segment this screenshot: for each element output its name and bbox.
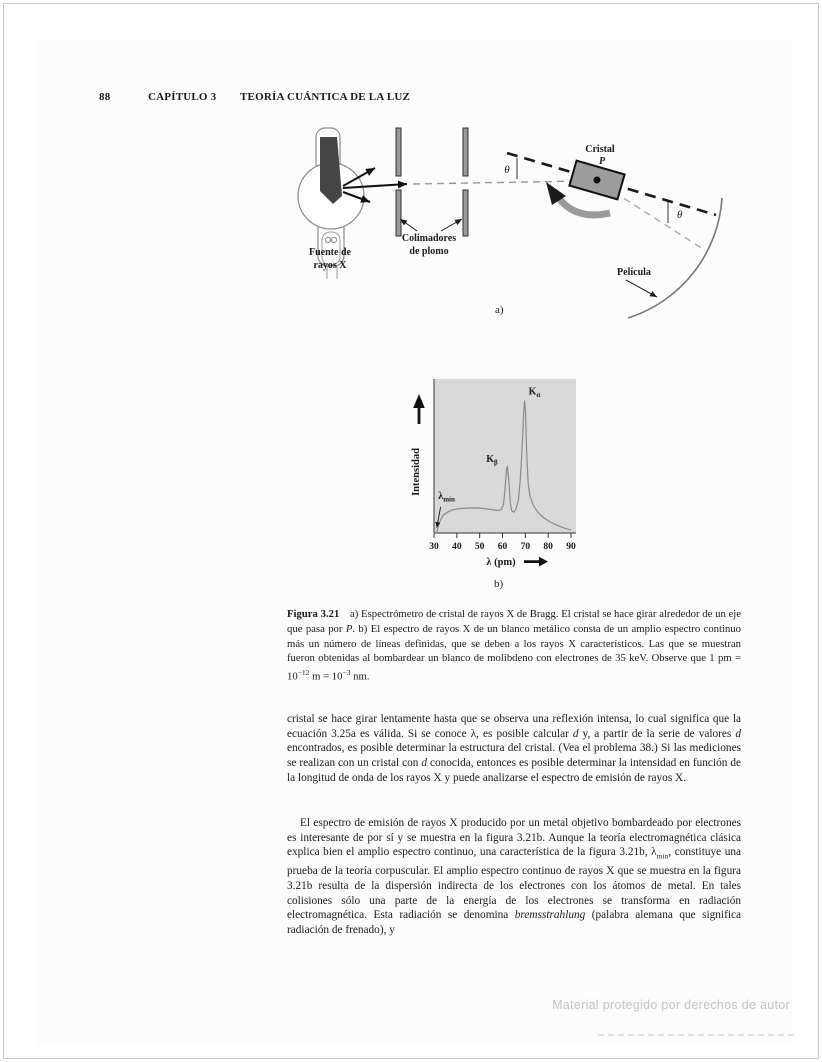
annotation-run: K: [528, 386, 537, 398]
incident-beam-dashed: [413, 181, 583, 184]
theta-right-label: θ: [677, 209, 683, 221]
annotation-run: K: [486, 454, 495, 466]
diagram-sublabel-a: a): [495, 304, 504, 316]
text-run: mín: [656, 851, 669, 861]
text-run: −3: [342, 668, 351, 678]
film-arc: [628, 198, 722, 318]
x-tick-label: 60: [497, 542, 508, 552]
annotation-run: β: [494, 458, 498, 467]
text-run: a) Espectrómetro de cristal de rayos X de Bragg. El cristal se hace girar alrededor de un eje que pasa por: [287, 608, 741, 635]
text-run: −12: [297, 668, 310, 678]
text-run: (palabra alemana que significa radiación de frenado), y: [287, 909, 742, 936]
text-run: m = 10: [309, 670, 343, 683]
text-run: conocida, entonces es posible determinar la intensidad en función de la longitud de onda de los rayos X y puede analizarse el espectro de emisión de rayos X.: [287, 756, 741, 784]
source-label-line2: rayos X: [313, 260, 347, 271]
text-run: nm.: [350, 670, 370, 683]
collimator-bar: [463, 190, 468, 236]
text-run: d: [735, 727, 741, 740]
collimator-bar: [396, 190, 401, 236]
rotation-arrow: [557, 196, 610, 215]
x-tick-label: 30: [429, 542, 439, 552]
right-arrow-icon: [524, 557, 548, 567]
x-tick-label: 40: [452, 542, 462, 552]
x-axis-label: λ (pm): [486, 557, 516, 568]
text-run: cristal se hace girar lentamente hasta que se observa una reflexión intensa, lo cual significa que la ecuación 3.25a es válida. Si se conoce λ, es posible calcular: [287, 713, 741, 740]
crystal-label: Cristal: [585, 144, 615, 155]
text-run: P: [345, 622, 353, 635]
crystal-point-label: P: [598, 156, 606, 167]
annotation-run: α: [536, 390, 541, 399]
collimators-label-line1: Colimadores: [401, 233, 457, 244]
text-run: . b) El espectro de rayos X de un blanco metálico consta de un amplio espectro continuo más un número de líneas definidas, que se deben a los rayos X característicos. Las que se muestran fueron obtenidas al bombardear un blanco de molibdeno con electrones de 35 keV. Observe que 1 pm = 10: [287, 622, 741, 683]
source-label-line1: Fuente de: [309, 247, 351, 258]
chart-sublabel-b: b): [494, 578, 504, 590]
collimators-label-line2: de plomo: [409, 246, 449, 257]
collimator-pointer-arrow: [441, 219, 462, 231]
film-label: Película: [617, 267, 651, 278]
annotation-run: mín: [443, 495, 455, 504]
text-run: , constituye una prueba de la teoría corpuscular. El amplio espectro continuo de rayos X que se muestra en la figura 3.21b resulta de la dispersión indirecta de los electrones con los átomos de metal. En tales colisiones sólo una parte de la energía de los electrones se transforma en radiación electromagnética. Esta radiación se denomina: [287, 846, 742, 922]
crystal: [569, 161, 624, 200]
text-run: d: [421, 756, 428, 769]
text-run: y, a partir de la serie de valores: [578, 727, 736, 740]
chapter-title: TEORÍA CUÁNTICA DE LA LUZ: [240, 91, 411, 103]
text-run: El espectro de emisión de rayos X producido por un metal objetivo bombardeado por electrones es interesante de por sí y se muestra en la figura 3.21b. Aunque la teoría electromagnética clásica explica bien el amplio espectro continuo, una característica de la figura 3.21b, λ: [287, 817, 741, 859]
figure-caption: [287, 607, 741, 685]
y-axis-label: Intensidad: [411, 448, 422, 496]
body-paragraph-1: [287, 712, 741, 785]
xray-spectrum-chart: [405, 372, 605, 594]
collimator-pointer-arrow: [400, 219, 417, 231]
x-tick-label: 70: [520, 542, 531, 552]
text-run: bremsstrahlung: [514, 909, 586, 922]
page-number: 88: [99, 91, 111, 103]
text-run: encontrados, es posible determinar la estructura del cristal. (Vea el problema 38.) Si las mediciones se realizan con un cristal con: [287, 742, 741, 769]
theta-left-label: θ: [504, 164, 510, 176]
up-arrow-icon: [413, 394, 425, 424]
film-pointer-arrow: [626, 280, 657, 297]
x-tick-label: 50: [474, 542, 485, 552]
body-paragraph-2: [287, 816, 741, 938]
annotation-run: λ: [438, 491, 444, 503]
reflected-beam-dashed: [614, 192, 703, 249]
copyright-watermark: Material protegido por derechos de autor: [552, 998, 790, 1012]
faint-dashed-separator: [598, 1034, 794, 1036]
bragg-spectrometer-diagram: [283, 116, 743, 320]
text-run: d: [572, 727, 579, 740]
collimator-bar: [396, 128, 401, 176]
text-run: Figura 3.21: [287, 608, 340, 620]
collimator-bar: [463, 128, 468, 176]
x-tick-label: 90: [566, 542, 576, 552]
chapter-label: CAPÍTULO 3: [148, 91, 217, 103]
x-tick-label: 80: [543, 542, 553, 552]
